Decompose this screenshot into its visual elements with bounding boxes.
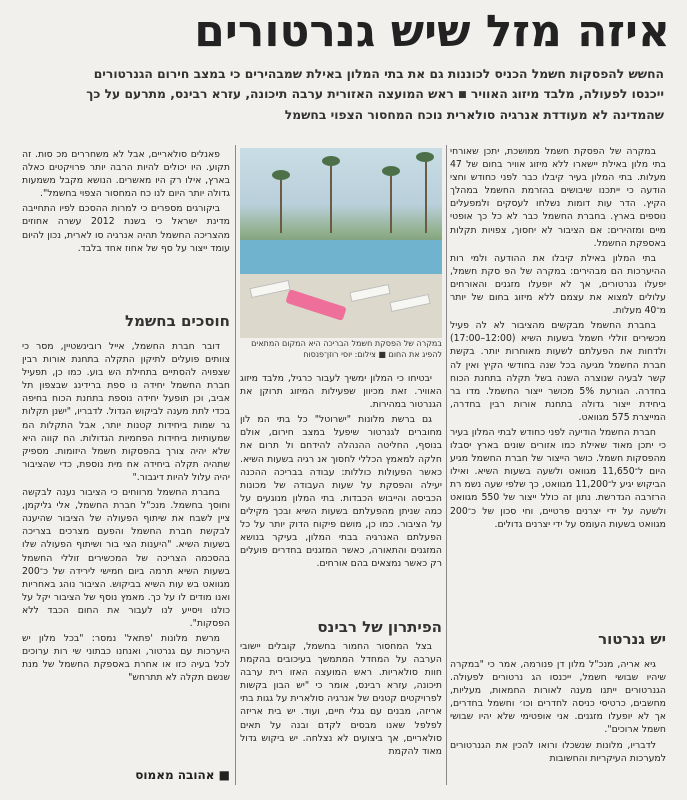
paragraph: ביקורגים מספרים כי למרות ההסכם לפיו התחייבה מדינת ישראל כי בשנת 2012 עשרה אחוזים מהצריכה החשמל תהיה אנרגיה סו לארית, נכון להיום עומד ייצור על סף של אחוז אחד בלבד. xyxy=(22,203,230,254)
article-headline: איזה מזל שיש גנרטורים xyxy=(194,6,670,57)
deck-line: החשש להפסקות חשמל הכניס לכוננות גם את בתי המלון באילת שמבהירים כי במצב חירום הגנרטורים xyxy=(93,67,664,81)
paragraph: דובר חברת החשמל, אייל רובינשטיין, מסר כי צוותים פועלים לתיקון התקלה בתחנת אורות רבין שצפויה להסתיים בתחילת הש בוע. כמו כן, תפעיל חברת החשמל יחידה נו ספת ברידינג שבצפון תל אביב, וכן תופעל יחידה נוספת בתחנת הכוח בחיפה בכדי לתת מענה לביקוש הגדול. לדבריו, "ישנן תקלות גר שמות ביחידות קטנות יותר, אבל התקלות המ שמעותיות ביחידות הפחמיות הגדולות. הח קווה היא שלא יהיה צורך בהפסקות חשמל היזומות. מספיק שתהיה תקלה ביחידה אח מית נוספת, כדי שהציבור יהיה עלול להיות דיגבור." xyxy=(22,341,230,483)
palm-frond-shape xyxy=(382,166,400,176)
article-column-left xyxy=(22,148,230,257)
deck-text: ראש המועצה האזורית ערבה תיכונה, עזרא רבינס, מתרעם על כך xyxy=(86,87,454,101)
paragraph: בתי המלון באילת קיבלו את ההודעה ולמי רות ההיערכות הם מבהירים: במקרה של הפ סקת חשמל, יפעלו גנרטורים, אך לא יופעלו מזגנים והאורחים עלולים למצוא את עצמם ללא מיזוג בחום של יותר מ־40 מעלות. xyxy=(450,252,666,317)
paragraph: בצל המחסור החמור בחשמל, קובלים יישובי הערבה על המחדל המתמשך בעיכובים בהקמת חוות סולאריות. ראש המועצה האזו רית ערבה תיכונה, עזרא רבינס, אומר כי "יש הבון בקשות לפרויקטים קטנים של אנרגיה סולארית על גגות בתי אריזה, מבנים עם גגלי חיים, ועוד. יש בית אריזה לפלפל שאנו מבסים לקדם ובנה על תאים סולאריים, אך ביצועים לא נצלחה. יש ביקוש גדול מאוד להקמת xyxy=(240,641,442,757)
paragraph: לדבריו, מלונות שנשכלו ורואו להכין את הגנרטורים למערכות העיקריות והחשובות xyxy=(450,739,666,764)
article-column-right xyxy=(450,145,666,533)
palm-trunk-shape xyxy=(390,168,392,233)
pool-shape xyxy=(240,240,442,274)
paragraph: מרשת מלונות 'פתאל' נמסר: "בכל מלון יש היערכות עם גנרטור, ואנחנו כבתוני שי רות ערוכים לכל בעיה כזו או אחרת באספקת החשמל של מנת שנשם תקלה לא תתרחש" xyxy=(22,633,230,684)
author-byline xyxy=(22,768,230,782)
deck-line: שהמדינה לא מעודדת אנרגיה סולארית נוכח המחסור הצפוי בחשמל xyxy=(284,108,664,122)
article-column-right-continued xyxy=(450,658,666,767)
deck-line xyxy=(60,84,664,105)
article-column-middle-continued xyxy=(240,640,442,760)
subhead-generator: יש גנרטור xyxy=(598,630,666,648)
deck-text: ייכנסו לפעולה, מלבד מיזוג האוויר xyxy=(470,87,664,101)
palm-frond-shape xyxy=(272,170,290,180)
palm-trunk-shape xyxy=(330,158,332,233)
paragraph: בחברת החשמל מרווחים כי הציבור נענה לבקשה וחוסך בחשמל. מנכ"ל חברת החשמל, אלי גליקמן, ציין לשבח את שיתוף הפעולה של הציבור שהיענה לבקשת חברת החשמל והפעם מצרכים בצריכה בשעות השיא. "היענות הצי בור ושיתוף הפעולה שלו בהסכמה הצריכה של המכשירים זוללי החשמל בשעות השיא תרמה ביום חמישי לירידה של כ־200 מגוואט בש עות השיא בביקוש. הציבור נוהג באחריות ואנו מודים לו על כך. מאמץ נוסף של הציבור יקל על כולנו ויסייע לנו לעבור את החום הכבד ללא הפסקות". xyxy=(22,487,230,629)
subhead-rabins-solution: הפיתרון של רבינס xyxy=(317,618,442,636)
palm-frond-shape xyxy=(416,152,434,162)
palm-trunk-shape xyxy=(280,173,282,233)
palm-trunk-shape xyxy=(425,153,427,233)
paragraph: גיא אריה, מנכ"ל מלון דן פנורמה, אמר כי "במקרה שיהיו שבושי חשמל, ייכנסו הג נרטורים לפעולה. הגנרטורים ייתנו מענה לאורות החמאות, מעליות, מחשבים, כרטיסי כניסה לחדרים וכו׳ וחשמל בחדרים, אך לא יופעלו מזגנים. אני אופטימי שלא יהיו שבושי חשמל ארוכים". xyxy=(450,659,666,736)
article-column-middle xyxy=(240,372,442,572)
author-name: אהובה מאמוס xyxy=(135,768,215,782)
paragraph: יבטיחו כי המלון ימשיך לעבור כרגיל, מלבד מיזוג האוויר. זאת מכיוון שפעילות המיזוג תרוקן את הגנרטור במהירות. xyxy=(240,373,442,411)
paragraph: בחברת החשמל מבקשים מהציבור לא לה פעיל מכשירים זוללי חשמל בשעות השיא (12:00–17:00) ולדחות את הפעלתם לשעות מאוחרות יותר. בקשת חברת החשמל מגיעה בכל שנה בחודשי הקיץ ואין לה קשר לבעיה שנוצרה השנה בשל תקלה בתחנת הכוח בחדרה. הגורעת 5% מכושר ייצור החשמל. מדו בר ביחידת ייצור גדולה בתחנת אורות רבין בחדרה, המייצרת 575 מגוואט. xyxy=(450,320,666,423)
palm-frond-shape xyxy=(322,156,340,166)
bullet-icon: ■ xyxy=(458,90,467,100)
column-divider xyxy=(235,145,236,785)
column-divider xyxy=(446,145,447,785)
article-column-left-continued xyxy=(22,340,230,686)
photo-caption: במקרה של הפסקת חשמל הבריכה היא המקום המתאים להפיג את החום ■ צילום: יוסי רוזן־פנסוח xyxy=(251,339,442,359)
bullet-icon: ■ xyxy=(218,768,230,782)
subhead-saving-electricity: חוסכים בחשמל xyxy=(125,312,230,330)
paragraph: פאנלים סולאריים, אבל לא משחררים מכ סות. זה תקוע. היו יכולים להיות הרבה יותר פרויקטים כאלה בארץ, אילו רק היו מאשרים. הנושא מקבל משמעות גדולה יותר היום לנו כח המחסור הצפוי בחשמל". xyxy=(22,149,230,200)
hotel-pool-photo xyxy=(240,148,442,338)
paragraph: חברת החשמל הודיעה לפני כחודש לבתי המלון בעיר כי יתכן מאוד שאילת כמו אזורים שונים בארץ יסבלו מהפסקות חשמל. כושר הייצור של חברת החשמל מגיע היום ל־11,650 מגוואט ולשעה בשעות השיא. ואילו הביקוש יגיע ל־11,200 מגוואט, כך שלפי שעה נשמ רת הרזרבה הנדרשת. נתון זה כולל ייצור של 550 מגוואט ולשעה על ידי יצרנים פרטיים, וחי סכון של כ־200 מגוואט בשעות העומס על ידי יצרנים גדולים. xyxy=(450,426,666,530)
paragraph: גם ברשת מלונות "ישרוטל" כל בתי המ לון מחוברים לגנרטור שיפעל במצב חירום, אולם בנוסף, החליטה ההנהלה להידחם ול תרום את חלקה למאמץ הכללי לחסוך אנ רגיה בשעות השיא. כאשר הפעולות כוללות: עבודה בבריכה ההכנה יעילה והפסקת על שעות העבודה של מכונות הכביסה והייבוש הכבדות. בתי המלון מנוגעים על כמה שניתן מהפעלתם בשעות השיא ובכך מקילים על הציבור. כמו כן, מושם פיקוח הדוק יותר על כל הפעלתם האנרגיה בבתי המלון, בעיקר בנושא המזגנים והתאורה, כאשר המזגנים בחדרים פועלים רק כאשר נמצאים בהם אורחים. xyxy=(240,414,442,570)
article-deck xyxy=(60,64,664,125)
paragraph: במקרה של הפסקת חשמל ממושכת, יתכן שאורחי בתי מלון באילת יישארו ללא מיזוג אוויר בחום של 47 מעלות. בתי המלון בעיר קיבלו כבר לפני כחודש וחצי הודעה כי ייתכנו שיבושים בהזרמת החשמל במהלך הקיץ. הדר עות דומות נשלחו לעסקים ולמפעלים נוספים בארץ. בחברת החשמל כבר לא כל כך אופטי מיים ומזהירים: אם הציבור לא יחסוך, צפויות תקלות באספקת החשמל. xyxy=(450,146,666,249)
